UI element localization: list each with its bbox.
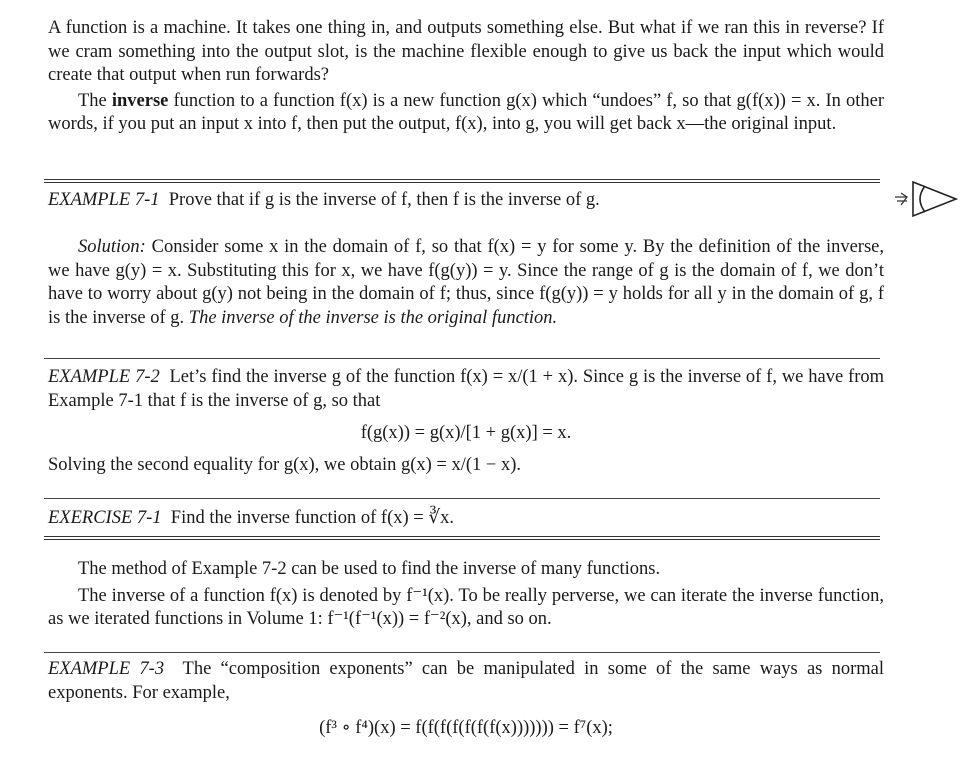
intro-p2-pre: The xyxy=(78,90,112,111)
exercise-7-1-statement xyxy=(48,507,884,531)
example-divider xyxy=(44,358,880,359)
solution-paragraph xyxy=(48,236,884,330)
example-7-1-statement xyxy=(48,189,884,213)
exercise-7-1-label: EXERCISE 7-1 xyxy=(48,508,162,528)
example-7-2-statement xyxy=(48,366,884,413)
example-7-3-equation: (f³ ∘ f⁴)(x) = f(f(f(f(f(f(f(x))))))) = f⁷(x); xyxy=(319,718,613,738)
example-7-2-equation: f(g(x)) = g(x)/[1 + g(x)] = x. xyxy=(360,423,572,443)
section-rule-2 xyxy=(44,536,880,540)
solution-text: Consider some x in the domain of f, so that f(x) = y for some y. By the definition of the inverse, we have g(y) = x. Substituting this for x, we have f(g(y)) = y. Since the range of g is the domain of f, we don’t have to worry about g(y) not being in the domain of f; thus, since f(g(y)) = y holds for all y in the domain of g, f is the inverse of g. xyxy=(48,237,884,328)
example-7-1-text: Prove that if g is the inverse of f, then f is the inverse of g. xyxy=(168,190,600,210)
example-7-3-text: The “composition exponents” can be manipulated in some of the same ways as normal exponents. For example, xyxy=(48,659,884,703)
example-7-2-after: Solving the second equality for g(x), we obtain g(x) = x/(1 − x). xyxy=(48,454,521,475)
example-7-3 xyxy=(48,658,884,741)
solution-conclusion: The inverse of the inverse is the original function. xyxy=(188,307,558,328)
exercise-7-1 xyxy=(48,507,884,531)
example-7-2-text: Let’s find the inverse g of the function f(x) = x/(1 + x). Since g is the inverse of f, we have from Example 7-1 that f is the inverse of g, so that xyxy=(48,367,884,411)
example-7-2 xyxy=(48,366,884,477)
example-7-3-label: EXAMPLE 7-3 xyxy=(48,659,165,679)
eye-icon xyxy=(893,178,959,220)
example-7-1-label: EXAMPLE 7-1 xyxy=(48,190,160,210)
inverse-term: inverse xyxy=(111,90,169,111)
notation-paragraph-1: The method of Example 7-2 can be used to find the inverse of many functions. xyxy=(78,559,661,579)
example-7-1 xyxy=(48,189,884,213)
intro-p2-post: function to a function f(x) is a new function g(x) which “undoes” f, so that g(f(x)) = x. In other words, if you put an input x into f, then put the output, f(x), into g, you will get back x—the original input. xyxy=(48,90,884,134)
exercise-7-1-text: Find the inverse function of f(x) = ∛x. xyxy=(170,508,455,528)
solution-label: Solution: xyxy=(78,237,146,257)
example-7-3-statement xyxy=(48,658,884,705)
intro-paragraph-2 xyxy=(48,90,884,137)
exercise-divider xyxy=(44,498,880,499)
section-rule xyxy=(44,179,880,183)
example-7-1-solution xyxy=(48,236,884,330)
notation-section xyxy=(48,558,884,632)
example-3-divider xyxy=(44,652,880,653)
intro-paragraph-1: A function is a machine. It takes one thing in, and outputs something else. But what if we ran this in reverse? If we cram something into the output slot, is the machine flexible enough to give us back the input which would create that output when run forwards? xyxy=(48,18,884,85)
example-7-2-label: EXAMPLE 7-2 xyxy=(48,367,160,387)
notation-paragraph-2: The inverse of a function f(x) is denoted by f⁻¹(x). To be really perverse, we can iterate the inverse function, as we iterated functions in Volume 1: f⁻¹(f⁻¹(x)) = f⁻²(x), and so on. xyxy=(48,585,884,629)
intro-section xyxy=(48,17,884,137)
